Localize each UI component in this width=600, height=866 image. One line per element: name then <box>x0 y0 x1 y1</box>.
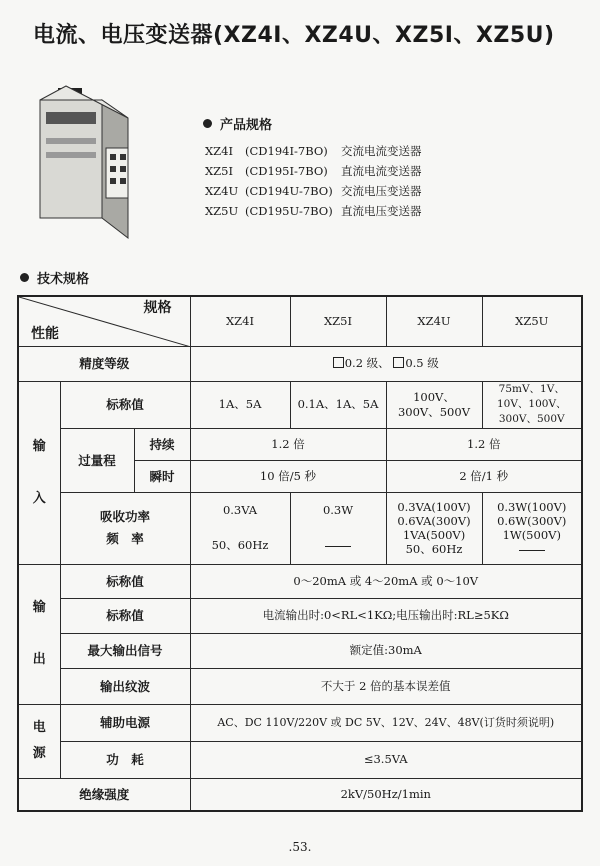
input-rated-xz4u: 100V、300V、500V <box>386 381 482 428</box>
absorb-xz4u-line: 0.3VA(100V) <box>397 500 471 514</box>
absorb-xz4u-line: 1VA(500V) <box>402 528 466 542</box>
product-spec-heading-text: 产品规格 <box>220 118 273 133</box>
absorb-xz4i <box>190 492 290 564</box>
header-diagonal-cell <box>18 296 190 346</box>
product-photo <box>36 78 136 246</box>
model-part: (CD195U-7BO) <box>245 204 333 218</box>
absorb-xz5u <box>482 492 582 564</box>
insulation-label: 绝缘强度 <box>18 778 190 811</box>
absorb-label-freq: 频 率 <box>106 531 144 546</box>
model-desc: 直流电流变送器 <box>341 164 422 178</box>
accuracy-value <box>190 346 582 381</box>
absorb-xz5i <box>290 492 386 564</box>
model-row <box>205 201 422 221</box>
power-aux-row <box>18 704 582 741</box>
input-rated-xz5u: 75mV、1V、10V、100V、300V、500V <box>482 381 582 428</box>
input-rated-xz5i: 0.1A、1A、5A <box>290 381 386 428</box>
power-consumption-row <box>18 741 582 778</box>
input-rated-xz4i: 1A、5A <box>190 381 290 428</box>
absorb-row <box>18 492 582 564</box>
header-perf-label: 性能 <box>31 325 59 342</box>
model-code: XZ4I <box>205 144 234 158</box>
output-max-value: 额定值:30mA <box>190 633 582 668</box>
header-spec-label: 规格 <box>143 300 172 316</box>
product-spec-heading <box>203 114 272 133</box>
group-char: 源 <box>32 746 46 761</box>
absorb-xz4i-power: 0.3VA <box>222 503 258 517</box>
output-rated-row <box>18 564 582 598</box>
overload-instant-voltage: 2 倍/1 秒 <box>386 460 582 492</box>
power-aux-value: AC、DC 110V/220V 或 DC 5V、12V、24V、48V(订货时须说明) <box>190 704 582 741</box>
output-ripple-row <box>18 668 582 704</box>
absorb-xz4i-freq: 50、60Hz <box>211 538 269 552</box>
absorb-xz5u-line: 0.6W(300V) <box>497 514 567 528</box>
dash-line <box>325 546 351 547</box>
model-part: (CD194U-7BO) <box>245 184 333 198</box>
tech-spec-heading-text: 技术规格 <box>37 272 90 287</box>
overload-continuous-current: 1.2 倍 <box>190 428 386 460</box>
absorb-xz5u-line: 0.3W(100V) <box>497 500 567 514</box>
col-header-xz5i: XZ5I <box>290 296 386 346</box>
overload-continuous-row <box>18 428 582 460</box>
model-desc: 交流电流变送器 <box>341 144 422 158</box>
checkbox-icon <box>333 357 344 368</box>
model-part: (CD195I-7BO) <box>245 164 328 178</box>
output-max-row <box>18 633 582 668</box>
model-row <box>205 181 422 201</box>
table-header-row <box>18 296 582 346</box>
group-char: 出 <box>32 652 46 667</box>
col-header-xz4u: XZ4U <box>386 296 482 346</box>
absorb-xz4u-line: 0.6VA(300V) <box>397 514 471 528</box>
power-group-label <box>18 704 60 778</box>
output-load-value: 电流输出时:0<RL<1KΩ;电压输出时:RL≥5KΩ <box>190 598 582 633</box>
transmitter-device-image <box>36 78 136 246</box>
group-char: 电 <box>32 720 46 735</box>
insulation-row <box>18 778 582 811</box>
group-char: 输 <box>32 600 46 615</box>
absorb-xz5u-line: 1W(500V) <box>502 528 561 542</box>
absorb-xz5i-power: 0.3W <box>322 503 354 517</box>
overload-continuous-label: 持续 <box>134 428 190 460</box>
accuracy-option-b: 0.5 级 <box>405 356 439 370</box>
model-row <box>205 161 422 181</box>
col-header-xz4i: XZ4I <box>190 296 290 346</box>
insulation-value: 2kV/50Hz/1min <box>190 778 582 811</box>
output-ripple-label: 输出纹波 <box>60 668 190 704</box>
page-title: 电流、电压变送器(XZ4I、XZ4U、XZ5I、XZ5U) <box>33 23 555 48</box>
power-aux-label: 辅助电源 <box>60 704 190 741</box>
power-consumption-label: 功 耗 <box>60 741 190 778</box>
model-code: XZ5U <box>205 204 239 218</box>
overload-instant-current: 10 倍/5 秒 <box>190 460 386 492</box>
col-header-xz5u: XZ5U <box>482 296 582 346</box>
output-ripple-value: 不大于 2 倍的基本误差值 <box>190 668 582 704</box>
group-char: 输 <box>32 438 46 454</box>
absorb-xz4u-line: 50、60Hz <box>405 542 463 556</box>
model-code: XZ4U <box>205 184 239 198</box>
checkbox-icon <box>393 357 404 368</box>
power-consumption-value: ≤3.5VA <box>190 741 582 778</box>
tech-spec-heading <box>20 268 89 287</box>
dash-line <box>519 550 545 551</box>
overload-label: 过量程 <box>60 428 134 492</box>
overload-instant-label: 瞬时 <box>134 460 190 492</box>
absorb-label <box>60 492 190 564</box>
model-desc: 直流电压变送器 <box>341 204 422 218</box>
output-group-label <box>18 564 60 704</box>
bullet-icon <box>203 119 212 128</box>
absorb-label-power: 吸收功率 <box>99 509 150 524</box>
output-max-label: 最大输出信号 <box>60 633 190 668</box>
output-rated-label: 标称值 <box>60 564 190 598</box>
output-load-label: 标称值 <box>60 598 190 633</box>
accuracy-label: 精度等级 <box>18 346 190 381</box>
model-row <box>205 141 422 161</box>
accuracy-option-a: 0.2 级、 <box>344 356 390 370</box>
output-rated-value: 0～20mA 或 4～20mA 或 0～10V <box>190 564 582 598</box>
model-desc: 交流电压变送器 <box>341 184 422 198</box>
input-group-label <box>18 381 60 564</box>
model-code: XZ5I <box>205 164 234 178</box>
input-rated-row <box>18 381 582 428</box>
model-part: (CD194I-7BO) <box>245 144 328 158</box>
absorb-xz4u <box>386 492 482 564</box>
page-number: .53. <box>288 840 312 854</box>
model-list <box>205 141 422 221</box>
accuracy-row <box>18 346 582 381</box>
group-char: 入 <box>32 490 46 506</box>
bullet-icon <box>20 273 29 282</box>
spec-table <box>17 295 583 812</box>
overload-continuous-voltage: 1.2 倍 <box>386 428 582 460</box>
input-rated-label: 标称值 <box>60 381 190 428</box>
output-load-row <box>18 598 582 633</box>
